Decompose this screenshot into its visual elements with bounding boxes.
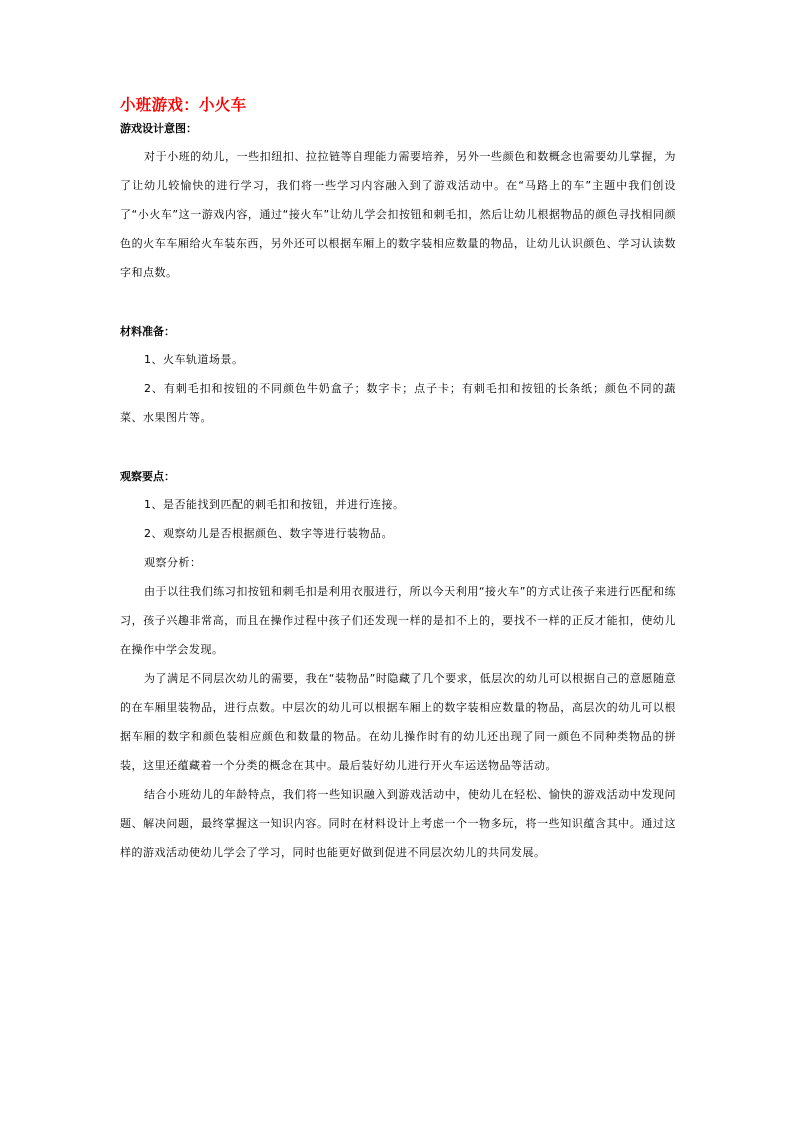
section-heading-materials: 材料准备：: [120, 325, 175, 338]
section-heading-observation: 观察要点：: [120, 470, 175, 483]
observation-paragraph: 结合小班幼儿的年龄特点，我们将一些知识融入到游戏活动中，使幼儿在轻松、愉快的游戏活动中发现问题、解决问题，最终掌握这一知识内容。同时在材料设计上考虑一个一物多玩，将一些知识蕴含其中。通过这样的游戏活动使幼儿学会了学习，同时也能更好做到促进不同层次幼儿的共同发展。: [120, 788, 676, 859]
observation-item: 2、观察幼儿是否根据颜色、数字等进行装物品。: [144, 527, 393, 540]
observation-paragraph: 由于以往我们练习扣按钮和刺毛扣是利用衣服进行，所以今天利用“接火车”的方式让孩子来进行匹配和练习，孩子兴趣非常高，而且在操作过程中孩子们还发现一样的是扣不上的，要找不一样的正反才能扣，使幼儿在操作中学会发现。: [120, 585, 676, 656]
observation-paragraph: 为了满足不同层次幼儿的需要，我在“装物品”时隐藏了几个要求，低层次的幼儿可以根据自己的意愿随意的在车厢里装物品，进行点数。中层次的幼儿可以根据车厢上的数字装相应数量的物品，高层次的幼儿可以根据车厢的数字和颜色装相应颜色和数量的物品。在幼儿操作时有的幼儿还出现了同一颜色不同种类物品的拼装，这里还蕴藏着一个分类的概念在其中。最后装好幼儿进行开火车运送物品等活动。: [120, 672, 676, 772]
observation-item: 1、是否能找到匹配的刺毛扣和按钮，并进行连接。: [144, 498, 405, 511]
page-title: 小班游戏：小火车: [120, 95, 247, 114]
materials-item: 1、火车轨道场景。: [144, 353, 244, 366]
design-paragraph: 对于小班的幼儿，一些扣纽扣、拉拉链等自理能力需要培养，另外一些颜色和数概念也需要幼儿掌握，为了让幼儿较愉快的进行学习，我们将一些学习内容融入到了游戏活动中。在“马路上的车”主题中我们创设了“小火车”这一游戏内容，通过“接火车”让幼儿学会扣按钮和刺毛扣，然后让幼儿根据物品的颜色寻找相同颜色的火车车厢给火车装东西，另外还可以根据车厢上的数字装相应数量的物品，让幼儿认识颜色、学习认读数字和点数。: [120, 150, 676, 279]
document-page: [120, 94, 676, 867]
observation-analysis-label: 观察分析：: [144, 556, 202, 569]
materials-item: 2、有刺毛扣和按钮的不同颜色牛奶盒子；数字卡；点子卡；有刺毛扣和按钮的长条纸；颜色不同的蔬菜、水果图片等。: [120, 382, 676, 424]
section-heading-design: 游戏设计意图：: [120, 122, 197, 135]
